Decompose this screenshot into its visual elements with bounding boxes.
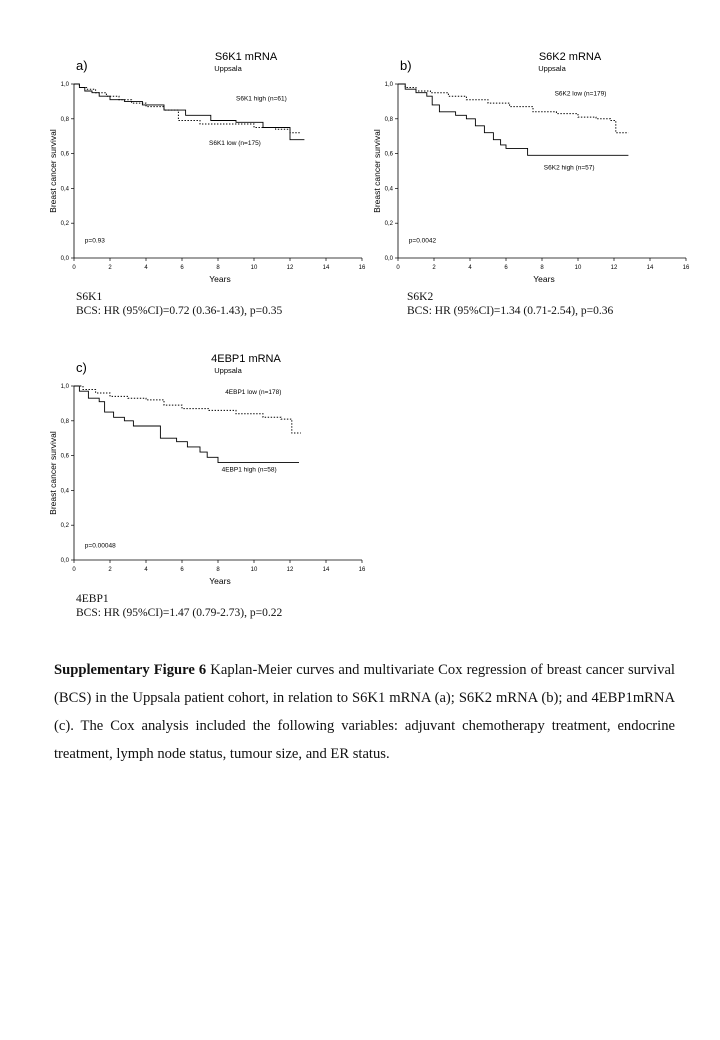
series-line-solid [74, 386, 299, 463]
chart-subtitle: Uppsala [538, 64, 566, 73]
x-axis-label: Years [209, 576, 231, 586]
x-tick-label: 14 [322, 265, 330, 271]
chart-subtitle: Uppsala [214, 64, 242, 73]
cox-gene-b: S6K2 [407, 291, 434, 303]
y-tick-label: 0,0 [60, 256, 69, 262]
y-tick-label: 0,4 [60, 488, 69, 495]
x-tick-label: 0 [72, 567, 76, 573]
chart-panel-c [44, 346, 374, 592]
x-tick-label: 8 [540, 265, 544, 271]
x-tick-label: 0 [396, 265, 400, 271]
y-tick-label: 0,8 [60, 116, 69, 123]
chart-title: S6K2 mRNA [538, 51, 602, 63]
y-tick-label: 0,4 [384, 186, 393, 193]
panel-letter: a) [76, 58, 88, 73]
cox-gene-c: 4EBP1 [76, 593, 109, 605]
x-tick-label: 12 [286, 567, 294, 573]
y-tick-label: 1,0 [60, 82, 69, 88]
x-tick-label: 8 [216, 567, 220, 573]
x-tick-label: 10 [250, 567, 258, 573]
chart-title: 4EBP1 mRNA [211, 353, 281, 365]
x-tick-label: 2 [432, 265, 436, 271]
series-label: 4EBP1 low (n=178) [225, 388, 282, 396]
x-tick-label: 10 [574, 265, 582, 271]
chart-title: S6K1 mRNA [214, 51, 278, 63]
y-tick-label: 0,2 [60, 221, 69, 228]
y-tick-label: 0,8 [384, 116, 393, 123]
p-value: p=0.93 [84, 237, 105, 245]
x-tick-label: 4 [144, 265, 148, 271]
x-tick-label: 6 [504, 265, 508, 271]
cox-gene-a: S6K1 [76, 291, 103, 303]
p-value: p=0.00048 [84, 542, 116, 550]
series-line-dotted [74, 84, 301, 133]
x-tick-label: 4 [144, 567, 148, 573]
chart-subtitle: Uppsala [214, 366, 242, 375]
y-tick-label: 0,6 [384, 151, 393, 158]
x-tick-label: 6 [180, 265, 184, 271]
cox-hr-c: BCS: HR (95%CI)=1.47 (0.79-2.73), p=0.22 [76, 607, 283, 619]
x-tick-label: 2 [108, 567, 112, 573]
series-label: S6K2 high (n=57) [543, 164, 595, 172]
series-label: S6K1 high (n=61) [236, 95, 287, 103]
series-label: S6K1 low (n=175) [209, 139, 261, 147]
y-tick-label: 0,6 [60, 151, 69, 158]
cox-hr-b: BCS: HR (95%CI)=1.34 (0.71-2.54), p=0.36 [407, 305, 614, 317]
caption-text: Kaplan-Meier curves and multivariate Cox regression of breast cancer survival (BCS) in the Uppsala patient cohort, in relation to S6K1 mRNA (a); S6K2 mRNA (b); and 4EBP1mRNA (c). The Cox analysis included the following variables: adjuvant chemotherapy treatment, endocrine treatment, lymph node status, tumour size, and ER status. [54, 662, 675, 762]
x-tick-label: 10 [250, 265, 258, 271]
y-tick-label: 0,6 [60, 453, 69, 460]
y-tick-label: 0,0 [384, 256, 393, 262]
x-tick-label: 12 [610, 265, 618, 271]
figure-caption [54, 656, 675, 768]
y-tick-label: 1,0 [384, 82, 393, 88]
x-tick-label: 16 [682, 265, 690, 271]
y-tick-label: 0,8 [60, 418, 69, 425]
km-chart-a [44, 44, 374, 290]
cox-result-b [407, 290, 613, 318]
y-axis-label: Breast cancer survival [48, 129, 58, 213]
x-tick-label: 14 [322, 567, 330, 573]
cox-hr-a: BCS: HR (95%CI)=0.72 (0.36-1.43), p=0.35 [76, 305, 283, 317]
y-axis-label: Breast cancer survival [372, 129, 382, 213]
x-tick-label: 2 [108, 265, 112, 271]
x-axis-label: Years [209, 274, 231, 284]
series-label: S6K2 low (n=179) [554, 90, 607, 98]
y-tick-label: 0,4 [60, 186, 69, 193]
series-line-solid [74, 84, 304, 140]
panel-letter: b) [400, 58, 412, 73]
x-tick-label: 8 [216, 265, 220, 271]
panel-letter: c) [76, 360, 87, 375]
caption-label: Supplementary Figure 6 [54, 662, 207, 678]
x-tick-label: 16 [358, 265, 366, 271]
km-chart-c [44, 346, 374, 592]
chart-panel-b [368, 44, 698, 290]
y-tick-label: 0,2 [384, 221, 393, 228]
x-tick-label: 16 [358, 567, 366, 573]
y-tick-label: 0,2 [60, 523, 69, 530]
km-chart-b [368, 44, 698, 290]
cox-result-a [76, 290, 282, 318]
x-tick-label: 14 [646, 265, 654, 271]
x-axis-label: Years [533, 274, 555, 284]
chart-panel-a [44, 44, 374, 290]
p-value: p=0.0042 [408, 237, 437, 245]
series-label: 4EBP1 high (n=58) [221, 466, 277, 474]
cox-result-c [76, 592, 282, 620]
x-tick-label: 6 [180, 567, 184, 573]
x-tick-label: 4 [468, 265, 472, 271]
y-tick-label: 0,0 [60, 558, 69, 564]
x-tick-label: 0 [72, 265, 76, 271]
y-tick-label: 1,0 [60, 384, 69, 390]
x-tick-label: 12 [286, 265, 294, 271]
y-axis-label: Breast cancer survival [48, 431, 58, 515]
